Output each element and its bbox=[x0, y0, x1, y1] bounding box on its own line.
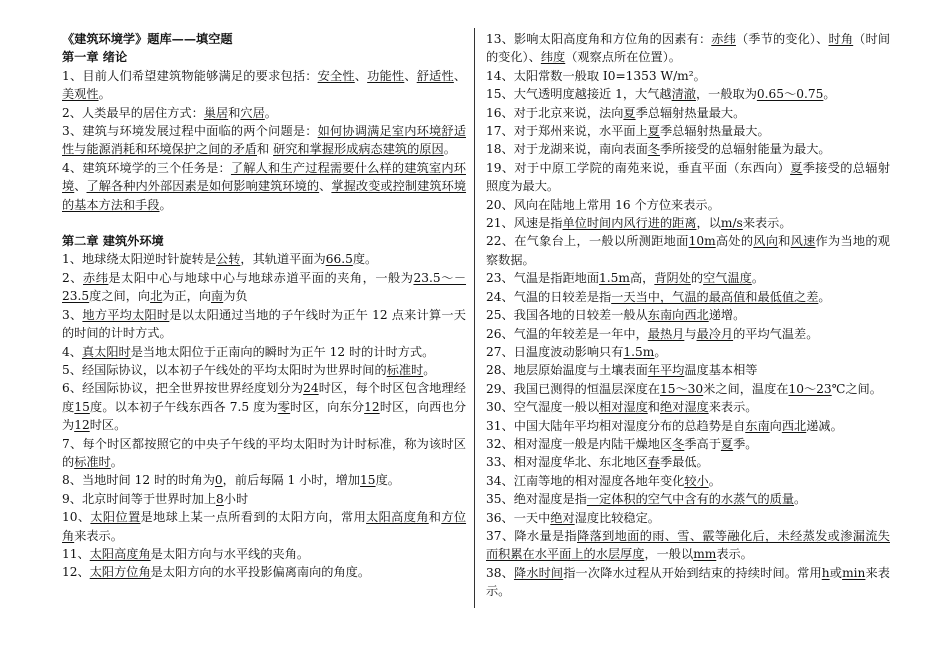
question-text: 来表示。 bbox=[486, 565, 890, 599]
question-text: 季总辐射热量最大。 bbox=[635, 105, 746, 120]
question-item bbox=[486, 417, 890, 435]
question-text: 米之间，温度在 bbox=[703, 381, 789, 396]
question-text: 是太阳方向的水平投影偏离南向的角度。 bbox=[150, 565, 371, 580]
question-text: 30、空气湿度一般以 bbox=[486, 400, 600, 415]
question-text: 。 bbox=[708, 473, 721, 488]
answer-text: 功能性 bbox=[367, 68, 405, 83]
answer-text: 研究和掌握形成病态建筑的原因 bbox=[273, 142, 444, 157]
question-text: 是地球上某一点所看到的太阳方向，常用 bbox=[140, 510, 367, 525]
question-text: ，一般以 bbox=[644, 547, 694, 562]
question-text: 和 bbox=[647, 400, 660, 415]
answer-text: 夏 bbox=[647, 124, 660, 139]
answer-text: 太阳方位角 bbox=[89, 565, 151, 580]
question-text: 与 bbox=[684, 326, 697, 341]
question-text: 37、降水量是指 bbox=[486, 528, 578, 543]
answer-text: m/s bbox=[720, 216, 743, 231]
question-text: 的 bbox=[690, 271, 704, 286]
answer-text: 巢居 bbox=[203, 105, 229, 120]
question-item bbox=[62, 306, 466, 343]
answer-text: 时角 bbox=[828, 32, 854, 46]
question-text: 1、目前人们希望建筑物能够满足的要求包括： bbox=[62, 68, 318, 83]
question-item bbox=[486, 140, 890, 158]
chapter-1-items bbox=[62, 67, 466, 214]
question-item bbox=[486, 196, 890, 214]
answer-text: 掌握改变或控制建筑环境的基本方法和手段 bbox=[62, 179, 467, 212]
answer-text: 绝对 bbox=[550, 510, 575, 525]
question-text: 时区。 bbox=[89, 418, 127, 433]
question-text: 2、人类最早的居住方式： bbox=[62, 105, 204, 120]
question-text: 的平均气温差。 bbox=[733, 326, 819, 341]
chapter-2-items-right bbox=[486, 30, 890, 601]
answer-text: 美观性 bbox=[62, 87, 99, 102]
answer-text: 夏 bbox=[623, 105, 636, 120]
question-text: 或 bbox=[829, 565, 843, 580]
question-text: 11、 bbox=[62, 546, 90, 561]
answer-text: 12 bbox=[364, 399, 380, 414]
question-item bbox=[486, 398, 890, 416]
question-text: 递增。 bbox=[708, 308, 746, 323]
answer-text: 最热月 bbox=[647, 326, 685, 341]
question-text: 小时 bbox=[223, 491, 249, 506]
question-text: 17、对于郑州来说，水平面上 bbox=[486, 124, 648, 139]
question-text: 是当地太阳位于正南向的瞬时为正午 12 时的计时方式。 bbox=[130, 344, 435, 359]
question-text: 季所接受的总辐射能量为最大。 bbox=[659, 142, 831, 157]
question-item bbox=[62, 159, 466, 214]
question-text: 。 bbox=[423, 362, 436, 377]
answer-text: 风速 bbox=[790, 234, 816, 249]
question-item bbox=[62, 361, 466, 379]
question-text: ℃之间。 bbox=[831, 381, 882, 396]
question-text: 13、影响太阳高度角和方位角的因素有： bbox=[486, 32, 712, 46]
answer-text: 风向 bbox=[753, 234, 779, 249]
question-text: 高处的 bbox=[715, 234, 754, 249]
question-item bbox=[486, 232, 890, 269]
question-item bbox=[486, 472, 890, 490]
question-text: 34、江南等地的相对湿度各地年变化 bbox=[486, 473, 685, 488]
answer-text: 背阴处 bbox=[654, 271, 691, 286]
question-text: 和 bbox=[257, 142, 274, 157]
chapter-2-heading: 第二章 建筑外环境 bbox=[62, 234, 164, 249]
question-text: 。 bbox=[110, 454, 123, 469]
question-text: 、 bbox=[404, 68, 417, 83]
question-item bbox=[62, 508, 466, 545]
answer-text: h bbox=[821, 565, 830, 580]
question-item bbox=[486, 509, 890, 527]
question-text: （时间的变化）、 bbox=[486, 32, 891, 65]
answer-text: 零 bbox=[277, 399, 291, 414]
answer-text: 绝对湿度 bbox=[659, 400, 709, 415]
answer-text: 1.5m bbox=[623, 344, 655, 359]
question-text: 35、绝对湿度是指 bbox=[486, 492, 587, 507]
left-column bbox=[62, 30, 466, 582]
question-text: 16、对于北京来说，法向 bbox=[486, 105, 624, 120]
question-text: 8、当地时间 12 时的时角为 bbox=[62, 473, 215, 488]
question-text: 27、日温度波动影响只有 bbox=[486, 344, 624, 359]
question-item bbox=[62, 67, 466, 104]
question-text: 5、经国际协议，以本初子午线处的平均太阳时为世界时间的 bbox=[62, 362, 387, 377]
answer-text: 10～23 bbox=[788, 381, 832, 396]
answer-text: 15 bbox=[360, 473, 376, 488]
answer-text: 公转 bbox=[216, 252, 241, 267]
question-item bbox=[62, 490, 466, 508]
question-item bbox=[486, 288, 890, 306]
question-text: 。 bbox=[98, 87, 111, 102]
question-item bbox=[486, 435, 890, 453]
question-text: 高， bbox=[629, 271, 655, 286]
question-text: 。 bbox=[443, 142, 456, 157]
question-item bbox=[62, 122, 466, 159]
question-text: 季高于 bbox=[684, 436, 721, 451]
question-text: 、 bbox=[354, 68, 368, 83]
question-item bbox=[62, 435, 466, 472]
question-text: 。 bbox=[264, 105, 277, 120]
question-text: 1、地球绕太阳逆时针旋转是 bbox=[62, 252, 217, 267]
question-item bbox=[486, 122, 890, 140]
question-text: 36、一天中 bbox=[486, 510, 551, 525]
answer-text: 东南 bbox=[745, 418, 770, 433]
answer-text: 安全性 bbox=[317, 68, 355, 83]
right-column bbox=[486, 30, 890, 601]
answer-text: 冬 bbox=[647, 142, 660, 157]
question-item bbox=[486, 453, 890, 471]
question-text: 递减。 bbox=[806, 418, 843, 433]
question-text: 。 bbox=[794, 492, 807, 507]
question-text: 作为当地的观察数据。 bbox=[486, 234, 890, 267]
chapter-1-heading: 第一章 绪论 bbox=[62, 50, 128, 65]
question-text: 4、 bbox=[62, 344, 82, 359]
question-text: 25、我国各地的日较差一般从 bbox=[486, 308, 648, 323]
question-text: 10、 bbox=[62, 510, 91, 525]
answer-text: 较小 bbox=[684, 473, 709, 488]
question-text: 9、北京时间等于世界时加上 bbox=[62, 491, 217, 506]
question-item bbox=[486, 527, 890, 564]
question-item bbox=[62, 379, 466, 434]
question-item bbox=[486, 269, 890, 287]
answer-text: 66.5 bbox=[325, 252, 353, 267]
answer-text: 春 bbox=[647, 455, 660, 470]
question-item bbox=[486, 361, 890, 379]
answer-text: 空气温度 bbox=[703, 271, 752, 286]
question-text: 33、相对湿度华北、东北地区 bbox=[486, 455, 648, 470]
question-text: 和 bbox=[428, 510, 442, 525]
answer-text: 真太阳时 bbox=[81, 344, 131, 359]
answer-text: 赤纬 bbox=[711, 32, 736, 46]
answer-text: 相对湿度 bbox=[599, 400, 648, 415]
question-item bbox=[486, 104, 890, 122]
answer-text: 年平均 bbox=[647, 363, 685, 378]
answer-text: 12 bbox=[74, 418, 90, 433]
answer-text: 穴居 bbox=[240, 105, 265, 120]
answer-text: 清澈 bbox=[671, 87, 696, 102]
question-text: 19、对于中原工学院的南苑来说，垂直平面（东西向） bbox=[486, 160, 791, 175]
question-text: 为正，向 bbox=[162, 289, 212, 304]
answer-text: 24 bbox=[303, 381, 319, 396]
question-text: 2、 bbox=[62, 270, 83, 285]
question-item bbox=[62, 545, 466, 563]
question-text: 季总辐射热量最大。 bbox=[659, 124, 770, 139]
question-item bbox=[62, 250, 466, 268]
question-text: 为负 bbox=[223, 289, 248, 304]
question-text: 。 bbox=[751, 271, 765, 286]
question-item bbox=[62, 563, 466, 581]
question-text: 和 bbox=[778, 234, 791, 249]
question-item bbox=[62, 269, 466, 306]
question-text: 12、 bbox=[62, 565, 90, 580]
question-text: 度。 bbox=[375, 473, 400, 488]
question-text: 来表示。 bbox=[74, 528, 123, 543]
question-text: 。 bbox=[823, 87, 836, 102]
answer-text: 夏 bbox=[720, 436, 734, 451]
question-text: 22、在气象台上，一般以所测距地面 bbox=[486, 234, 689, 249]
question-item bbox=[486, 490, 890, 508]
question-text: 季最低。 bbox=[659, 455, 709, 470]
question-text: 3、建筑与环境发展过程中面临的两个问题是： bbox=[62, 124, 318, 139]
question-text: ，一般取为 bbox=[695, 87, 757, 102]
answer-text: 夏 bbox=[790, 160, 803, 175]
question-text: 度之间，向 bbox=[89, 289, 151, 304]
question-text: 度。以本初子午线东西各 7.5 度为 bbox=[89, 399, 278, 414]
answer-text: 0.65～0.75 bbox=[756, 87, 824, 102]
answer-text: 地方平均太阳时 bbox=[82, 307, 170, 322]
question-text: 表示。 bbox=[716, 547, 753, 562]
question-text: （季节的变化）、 bbox=[735, 32, 829, 46]
question-text: 指一次降水过程从开始到结束的持续时间。常用 bbox=[563, 565, 822, 580]
question-text: 7、每个时区都按照它的中央子午线的平均太阳时为计时标准，称为该时区的 bbox=[62, 436, 466, 469]
answer-text: 15 bbox=[74, 399, 90, 414]
question-text: 24、气温的日较差是指 bbox=[486, 289, 612, 304]
question-text: 时区，向东分 bbox=[290, 399, 365, 414]
question-text: ，前后每隔 1 小时，增加 bbox=[222, 473, 361, 488]
question-text: 29、我国已测得的恒温层深度在 bbox=[486, 381, 660, 396]
answer-text: 舒适性 bbox=[416, 68, 454, 83]
question-text: 14、太阳常数一般取 I0=1353 W/m²。 bbox=[486, 68, 706, 83]
answer-text: 单位时间内风行进的距离 bbox=[562, 216, 697, 231]
question-text: 26、气温的年较差是一年中， bbox=[486, 326, 648, 341]
answer-text: 纬度 bbox=[540, 50, 566, 65]
answer-text: 东南向西北 bbox=[647, 308, 709, 323]
answer-text: 赤纬 bbox=[83, 270, 109, 285]
question-item bbox=[62, 104, 466, 122]
question-text: 4、建筑环境学的三个任务是： bbox=[62, 160, 231, 175]
question-text: 3、 bbox=[62, 307, 83, 322]
question-item bbox=[486, 85, 890, 103]
answer-text: 最冷月 bbox=[696, 326, 734, 341]
answer-text: 23.5～－ 23.5 bbox=[62, 270, 467, 304]
answer-text: 8 bbox=[216, 491, 224, 506]
question-text: 来表示。 bbox=[708, 400, 758, 415]
question-item bbox=[486, 30, 890, 67]
answer-text: min bbox=[842, 565, 866, 580]
answer-text: mm bbox=[693, 547, 717, 562]
answer-text: 太阳高度角 bbox=[366, 510, 429, 525]
answer-text: 了解各种内外部因素是如何影响建筑环境的 bbox=[86, 179, 320, 194]
question-text: 湿度比较稳定。 bbox=[574, 510, 660, 525]
question-item bbox=[486, 325, 890, 343]
column-divider bbox=[474, 28, 475, 608]
question-text: 18、对于龙湖来说，南向表面 bbox=[486, 142, 648, 157]
question-text: 、 bbox=[74, 179, 87, 194]
answer-text: 标准时 bbox=[386, 362, 424, 377]
question-text: 季接受的总辐射照度为最大。 bbox=[486, 160, 891, 194]
question-text: 是太阳中心与地球中心与地球赤道平面的夹角，一般为 bbox=[108, 270, 414, 285]
question-text: 时区，每个时区包含地理经度 bbox=[62, 381, 466, 414]
question-text: 是太阳方向与水平线的夹角。 bbox=[150, 546, 310, 561]
question-item bbox=[486, 159, 890, 196]
question-text: 20、风向在陆地上常用 16 个方位来表示。 bbox=[486, 197, 720, 212]
question-text: 21、风速是指 bbox=[486, 216, 563, 231]
question-item bbox=[486, 214, 890, 232]
question-text: 31、中国大陆年平均相对湿度分布的总趋势是自 bbox=[486, 418, 746, 433]
question-text: 32、相对湿度一般是内陆干燥地区 bbox=[486, 436, 673, 451]
question-text: 。 bbox=[654, 344, 667, 359]
document-title: 《建筑环境学》题库——填空题 bbox=[62, 32, 233, 46]
question-item bbox=[486, 306, 890, 324]
question-text: 季。 bbox=[733, 436, 758, 451]
question-text: 来表示。 bbox=[742, 216, 792, 231]
chapter-2-items-left bbox=[62, 250, 466, 581]
question-text: 、 bbox=[319, 179, 332, 194]
answer-text: 如何协调满足室内环境舒适性与能源消耗和环境保护之间的矛盾 bbox=[62, 124, 467, 157]
answer-text: 0 bbox=[214, 473, 223, 488]
question-text: 温度基本相等 bbox=[684, 363, 758, 378]
section-gap bbox=[62, 214, 466, 232]
question-item bbox=[62, 343, 466, 361]
question-item bbox=[486, 67, 890, 85]
question-item bbox=[486, 380, 890, 398]
answer-text: 10m bbox=[688, 234, 716, 249]
question-item bbox=[62, 471, 466, 489]
answer-text: 标准时 bbox=[74, 454, 111, 469]
answer-text: 太阳位置 bbox=[90, 510, 141, 525]
answer-text: 西北 bbox=[781, 418, 807, 433]
question-text: 15、大气透明度越接近 1，大气越 bbox=[486, 87, 672, 102]
question-text: ，其轨道平面为 bbox=[240, 252, 326, 267]
answer-text: 一定体积的空气中含有的水蒸气的质量 bbox=[586, 492, 795, 507]
question-text: 、 bbox=[453, 68, 467, 83]
answer-text: 了解人和生产过程需要什么样的建筑室内环境 bbox=[62, 160, 466, 194]
answer-text: 一天当中，气温的最高值和最低值之差 bbox=[611, 289, 819, 304]
question-text: 。 bbox=[818, 289, 831, 304]
question-text: 6、经国际协议，把全世界按世界经度划分为 bbox=[62, 381, 304, 396]
question-item bbox=[486, 343, 890, 361]
question-text: 向 bbox=[769, 418, 782, 433]
answer-text: 降水时间 bbox=[513, 565, 564, 580]
question-text: 。 bbox=[159, 197, 172, 212]
question-text: 23、气温是指距地面 bbox=[486, 271, 600, 286]
question-text: ，以 bbox=[696, 216, 721, 231]
question-text: 28、地层原始温度与土壤表面 bbox=[486, 363, 648, 378]
question-text: 时区，向西也分为 bbox=[62, 399, 467, 433]
answer-text: 方位角 bbox=[62, 510, 467, 543]
question-text: （观察点所在位置）。 bbox=[565, 50, 681, 65]
question-text: 和 bbox=[228, 105, 241, 120]
answer-text: 北 bbox=[150, 289, 163, 304]
answer-text: 降落到地面的雨、雪、霰等融化后，未经蒸发或渗漏流失而积累在水平面上的水层厚度 bbox=[486, 528, 890, 562]
answer-text: 1.5m bbox=[599, 271, 630, 286]
question-item bbox=[486, 564, 890, 601]
answer-text: 15～30 bbox=[659, 381, 704, 396]
question-text: 是以太阳通过当地的子午线时为正午 12 点来计算一天的时间的计时方式。 bbox=[62, 307, 466, 341]
answer-text: 冬 bbox=[672, 436, 685, 451]
question-text: 度。 bbox=[352, 252, 378, 267]
question-text: 38、 bbox=[486, 565, 514, 580]
answer-text: 南 bbox=[211, 289, 224, 304]
answer-text: 太阳高度角 bbox=[89, 546, 151, 561]
